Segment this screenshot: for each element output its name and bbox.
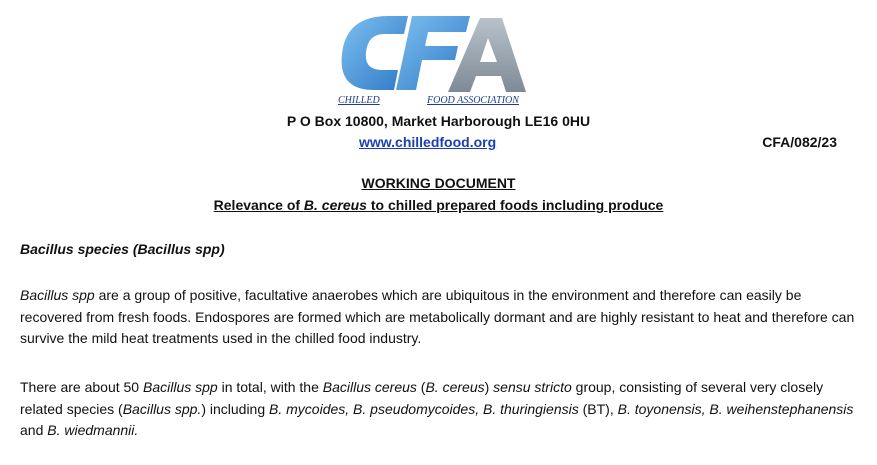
logo-caption-chilled: CHILLED: [338, 95, 380, 106]
cfa-logo: [330, 8, 540, 108]
document-reference: CFA/082/23: [762, 134, 837, 150]
postal-address: P O Box 10800, Market Harborough LE16 0HU: [286, 113, 591, 129]
section-heading: Bacillus species (Bacillus spp): [20, 241, 225, 257]
logo-caption-food-association: FOOD ASSOCIATION: [427, 95, 519, 106]
document-status-heading: WORKING DOCUMENT: [361, 175, 516, 191]
document-title: Relevance of B. cereus to chilled prepared foods including produce: [213, 197, 664, 213]
paragraph-intro: Bacillus spp are a group of positive, facultative anaerobes which are ubiquitous in the environment and therefore can easily be recovered from fresh foods. Endospores are formed which are metabolically dormant and are highly resistant to heat and therefore can survive the mild heat treatments used in the chilled food industry.: [20, 287, 855, 346]
website-link[interactable]: www.chilledfood.org: [359, 134, 497, 150]
paragraph-species: There are about 50 Bacillus spp in total, with the Bacillus cereus (B. cereus) sensu stricto group, consisting of several very closely related species (Bacillus spp.) including B. mycoides, B. pseudomycoides, B. thuringiensis (BT), B. toyonensis, B. weihenstephanensis and B. wiedmannii.: [20, 379, 854, 438]
